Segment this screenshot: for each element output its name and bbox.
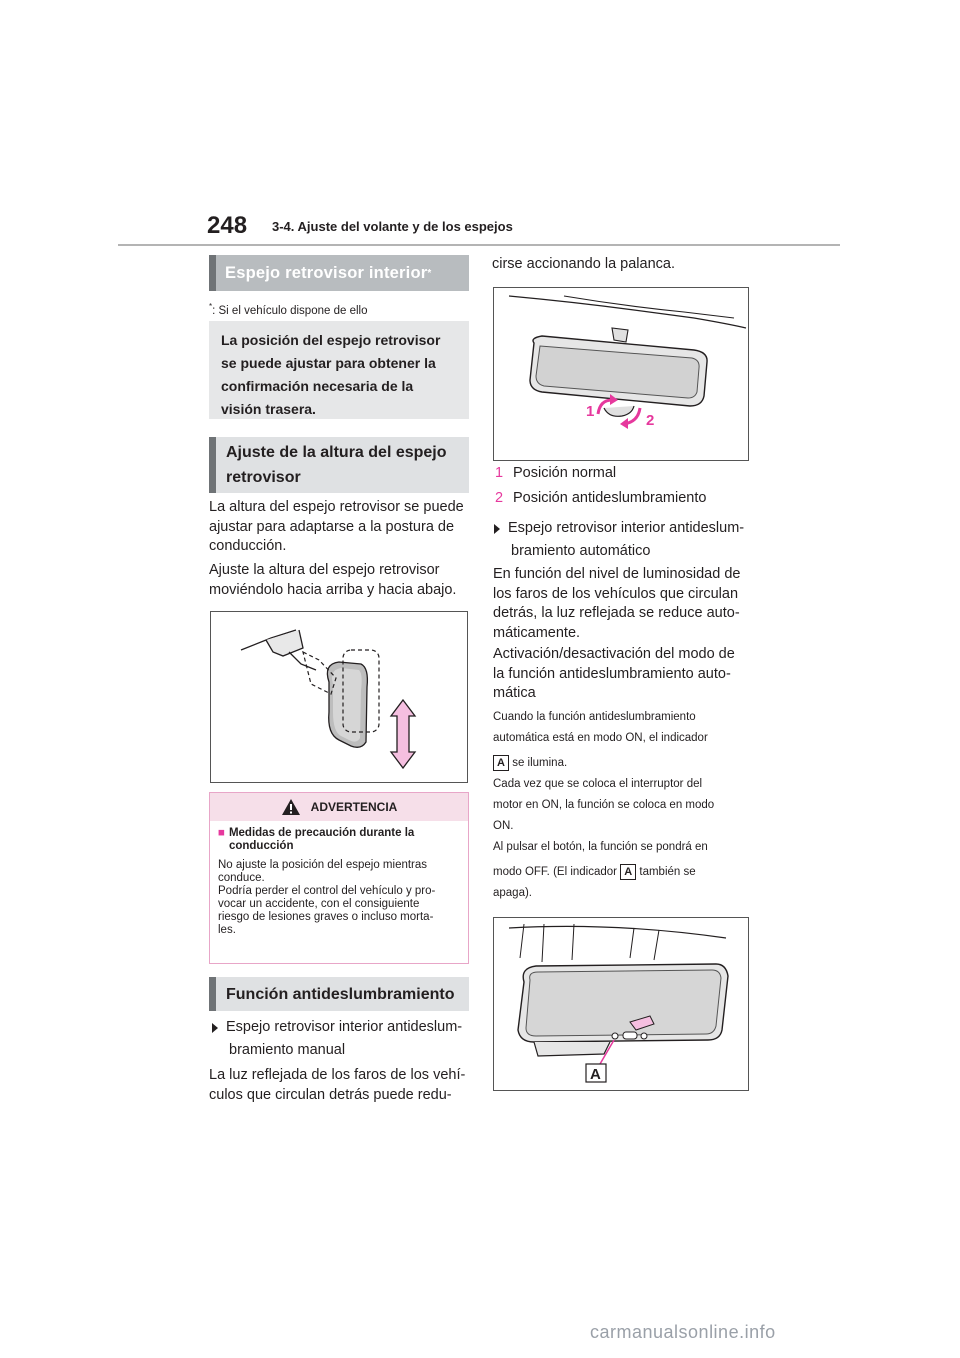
indicator-a-box: A [620,864,636,880]
manual-antiglare-illustration [493,287,749,461]
warning-bullet: ■ [218,827,225,839]
intro-box [209,321,469,419]
list-text: Posición antideslumbramiento [513,489,707,506]
watermark: carmanualsonline.info [590,1322,776,1342]
auto-antiglare-illustration [493,917,749,1091]
text-line: No ajuste la posición del espejo mientras [218,859,428,871]
text-line: bramiento automático [511,542,651,559]
intro-line: La posición del espejo retrovisor [221,332,441,348]
section-heading [209,255,469,291]
item-arrow-icon [494,524,500,534]
text-line: ON. [493,820,514,832]
text-line: Espejo retrovisor interior antideslum- [226,1019,463,1035]
item-arrow-icon [212,1023,218,1033]
manual-item [212,1018,474,1060]
fig-label-a: A [590,1066,601,1083]
text-line: detrás, la luz reflejada se reduce auto- [493,605,740,621]
list-number: 1 [495,465,504,481]
list-item [495,489,706,509]
header-rule [118,244,840,246]
text-line: también se [636,866,696,878]
text-line: ajustar para adaptarse a la postura de [209,518,455,535]
lever-drawing [494,288,748,460]
text-line: Medidas de precaución durante la [228,827,415,839]
text-line: Cada vez que se coloca el interruptor del [493,778,703,790]
position-list [495,464,706,508]
subheading-height [209,437,469,493]
warning-item-title [218,827,460,853]
text-line: Espejo retrovisor interior antideslum- [508,520,745,536]
text-line: En función del nivel de luminosidad de [493,566,741,582]
text-line: bramiento manual [229,1041,346,1058]
intro-line: se puede ajustar para obtener la [221,355,436,371]
text-line: vocar un accidente, con el consiguiente [218,898,420,910]
intro-line: confirmación necesaria de la [221,378,414,394]
text-line: La luz reflejada de los faros de los vehí- [209,1067,466,1083]
text-line: Activación/desactivación del modo de [493,646,735,662]
subheading-line: Ajuste de la altura del espejo [226,444,447,461]
lever-label-2: 2 [646,412,655,429]
text-line: máticamente. [493,624,581,641]
mirror-height-illustration [210,611,468,783]
footnote [209,302,367,317]
paragraph-activation [493,645,757,704]
text-line: se ilumina. [509,757,568,769]
warning-body [210,821,468,943]
text-line: conducción. [209,538,287,554]
heading-star: * [427,267,432,279]
warning-text [218,859,460,937]
page-number: 248 [207,212,248,239]
subheading-antiglare [209,977,469,1011]
subheading-line: retrovisor [226,469,301,486]
footnote-star: * [209,302,213,311]
subheading-text: Función antideslumbramiento [226,985,455,1003]
warning-header [210,793,468,821]
auto-notes [493,707,757,904]
warning-icon [281,798,301,816]
paragraph-manual [209,1066,473,1105]
warning-box [209,792,469,964]
text-line: conduce. [218,872,265,884]
text-line: automática está en modo ON, el indicador [493,732,708,744]
list-text: Posición normal [513,465,617,481]
paragraph-adjust [209,561,471,600]
paragraph-auto [493,565,757,643]
text-line: Ajuste la altura del espejo retrovisor [209,562,440,578]
auto-mirror-drawing [494,918,748,1090]
text-line: modo OFF. (El indicador [493,866,621,878]
text-line: la función antideslumbramiento auto- [493,665,731,682]
text-line: culos que circulan detrás puede redu- [209,1086,452,1103]
section-title: 3-4. Ajuste del volante y de los espejos [272,219,513,234]
list-item [495,464,706,484]
indicator-a-box: A [493,755,509,771]
text-line: La altura del espejo retrovisor se puede [209,499,464,515]
lever-label-1: 1 [586,403,595,420]
heading-text: Espejo retrovisor interior [225,263,428,282]
text-line: motor en ON, la función se coloca en modo [493,799,715,811]
list-number: 2 [495,489,504,506]
text-line: les. [218,924,236,936]
text-line: riesgo de lesiones graves o incluso morta- [218,911,434,923]
intro-line: visión trasera. [221,401,316,417]
warning-title: ADVERTENCIA [310,800,398,814]
text-line: conducción [228,840,294,852]
text-line: mática [493,685,536,701]
continued-text: cirse accionando la palanca. [492,256,675,272]
text-line: Al pulsar el botón, la función se pondrá en [493,841,708,853]
text-line: Cuando la función antideslumbramiento [493,711,696,723]
footnote-text: : Si el vehículo dispone de ello [212,304,368,317]
text-line: los faros de los vehículos que circulan [493,585,739,602]
paragraph-height [209,498,471,557]
text-line: apaga). [493,887,533,899]
text-line: Podría perder el control del vehículo y pro- [218,885,436,897]
text-line: moviéndolo hacia arriba y hacia abajo. [209,581,457,598]
auto-item [494,519,756,561]
mirror-height-drawing [211,612,467,782]
